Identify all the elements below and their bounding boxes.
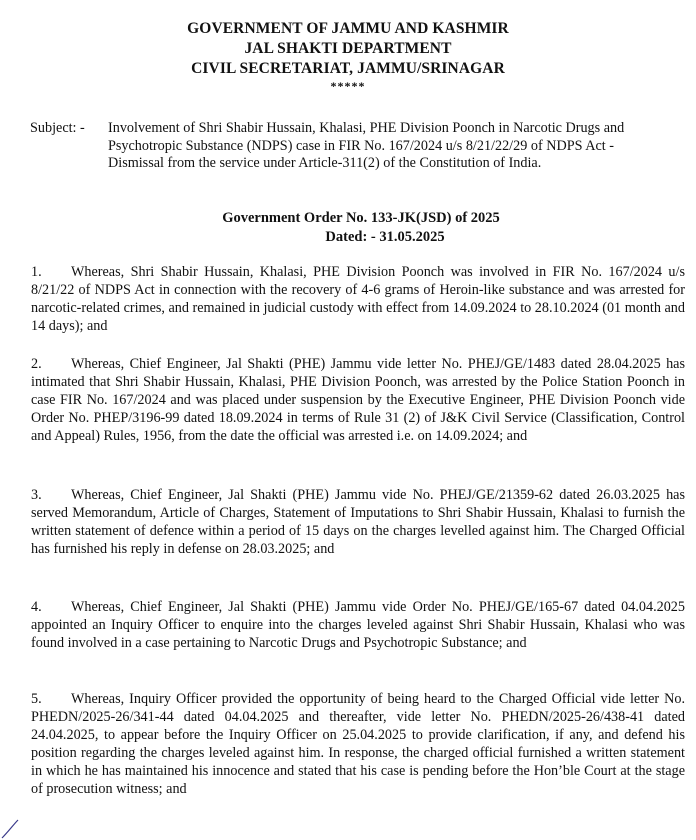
paragraph-3 (31, 486, 685, 558)
paragraph-number: 3. (31, 487, 42, 503)
subject-label: Subject: - (30, 120, 85, 136)
paragraph-number: 2. (31, 356, 42, 372)
header-government: GOVERNMENT OF JAMMU AND KASHMIR (187, 20, 509, 37)
paragraph-5 (31, 690, 685, 798)
header-department: JAL SHAKTI DEPARTMENT (244, 40, 452, 57)
header-stars: ***** (330, 79, 366, 93)
paragraph-text: Whereas, Inquiry Officer provided the opportunity of being heard to the Charged Official vide letter No. PHEDN/2025-26/341-44 dated 04.04.2025 and thereafter, vide letter No. PHEDN/2025-26/438-41 dated 24.04.2025, to appear before the Inquiry Officer on 25.04.2025 to provide clarification, if any, and defend his position regarding the charges leveled against him. In response, the charged official furnished a written statement in which he has maintained his innocence and stated that his case is pending before the Hon’ble Court at the stage of prosecution witness; and (31, 691, 685, 797)
paragraph-2 (31, 355, 685, 445)
paragraph-text: Whereas, Chief Engineer, Jal Shakti (PHE) Jammu vide No. PHEJ/GE/21359-62 dated 26.03.2025 has served Memorandum, Article of Charges, Statement of Imputations to Shri Shabir Hussain, Khalasi to furnish the written statement of defence within a period of 15 days on the charges levelled against him. The Charged Official has furnished his reply in defense on 28.03.2025; and (31, 487, 685, 557)
paragraph-number: 1. (31, 264, 42, 280)
paragraph-text: Whereas, Chief Engineer, Jal Shakti (PHE) Jammu vide letter No. PHEJ/GE/1483 dated 28.04.2025 has intimated that Shri Shabir Hussain, Khalasi, PHE Division Poonch, was arrested by the Police Station Poonch in case FIR No. 167/2024 and was placed under suspension by the Executive Engineer, PHE Division Poonch vide Order No. PHEP/3196-99 dated 18.09.2024 in terms of Rule 31 (2) of J&K Civil Service (Classification, Control and Appeal) Rules, 1956, from the date the official was arrested i.e. on 14.09.2024; and (31, 356, 685, 444)
paragraph-4 (31, 598, 685, 652)
header-secretariat: CIVIL SECRETARIAT, JAMMU/SRINAGAR (191, 60, 505, 77)
paragraph-1 (31, 263, 685, 335)
order-date: Dated: - 31.05.2025 (325, 229, 445, 245)
subject-text: Involvement of Shri Shabir Hussain, Khalasi, PHE Division Poonch in Narcotic Drugs and Psychotropic Substance (NDPS) case in FIR No. 167/2024 u/s 8/21/22/29 of NDPS Act - Dismissal from the service under Article-311(2) of the Constitution of India. (108, 120, 625, 171)
pen-mark (0, 812, 40, 840)
paragraph-text: Whereas, Chief Engineer, Jal Shakti (PHE) Jammu vide Order No. PHEJ/GE/165-67 dated 04.04.2025 appointed an Inquiry Officer to enquire into the charges leveled against Shri Shabir Hussain, Khalasi who was found involved in a case pertaining to Narcotic Drugs and Psychotropic Substance; and (31, 599, 685, 651)
order-title: Government Order No. 133-JK(JSD) of 2025 (222, 210, 500, 226)
paragraph-text: Whereas, Shri Shabir Hussain, Khalasi, PHE Division Poonch was involved in FIR No. 167/2024 u/s 8/21/22 of NDPS Act in connection with the recovery of 4-6 grams of Heroin-like substance and was arrested for narcotic-related crimes, and remained in judicial custody with effect from 14.09.2024 to 28.10.2024 (01 month and 14 days); and (31, 264, 685, 334)
paragraph-number: 4. (31, 599, 42, 615)
paragraph-number: 5. (31, 691, 42, 707)
